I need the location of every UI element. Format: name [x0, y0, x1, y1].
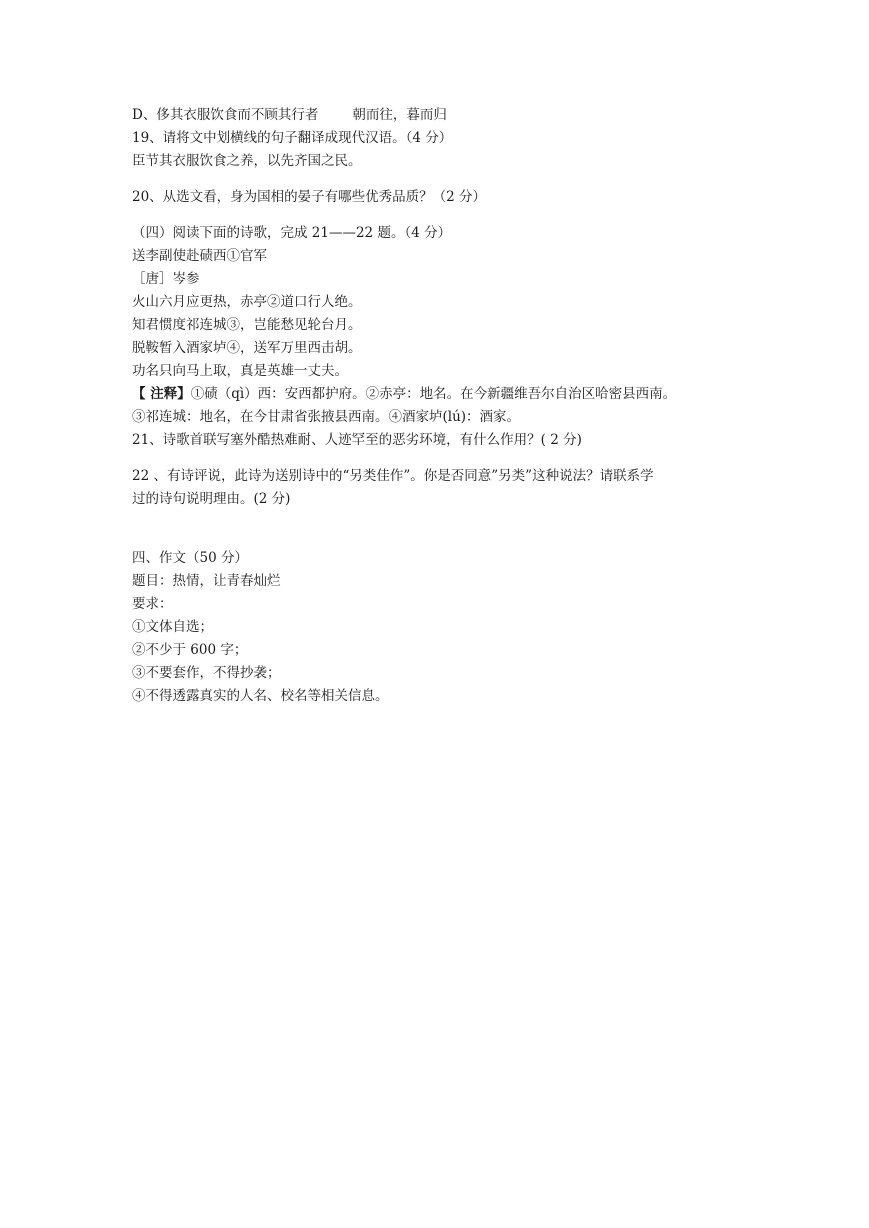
poem-line: 知君惯度祁连城③，岂能愁见轮台月。 — [132, 317, 362, 333]
essay-topic: 题目：热情，让青春灿烂 — [132, 573, 281, 589]
blank-space — [132, 452, 752, 465]
note-label: 【 注释】 — [132, 386, 191, 402]
q22-prompt-line1: 22 、有诗评说，此诗为送别诗中的“另类佳作”。你是否同意”另类”这种说法？请联系学 — [132, 468, 654, 484]
essay-requirement: ②不少于 600 字； — [132, 642, 248, 658]
q19-sentence: 臣节其衣服饮食之养，以先齐国之民。 — [132, 153, 362, 169]
poem-line: 火山六月应更热，赤亭②道口行人绝。 — [132, 294, 362, 310]
q18-option-d — [132, 104, 752, 127]
q18-option-d-left: D、侈其衣服饮食而不顾其行者 — [132, 107, 319, 123]
essay-heading: 四、作文（50 分） — [132, 550, 248, 566]
q22-prompt-line2: 过的诗句说明理由。(2 分) — [132, 491, 291, 507]
q21-prompt: 21、诗歌首联写塞外酷热难耐、人迹罕至的恶劣环境，有什么作用？( 2 分) — [132, 432, 582, 448]
q18-option-d-right: 朝而往，暮而归 — [352, 107, 447, 123]
note-text: ①碛（qì）西：安西都护府。②赤亭：地名。在今新疆维吾尔自治区哈密县西南。 — [190, 386, 677, 402]
poem-line: 脱鞍暂入酒家垆④，送军万里西击胡。 — [132, 340, 362, 356]
poem-title: 送李副使赴碛西①官军 — [132, 248, 267, 264]
blank-space — [132, 511, 752, 547]
blank-space — [132, 209, 752, 222]
essay-requirements-label: 要求： — [132, 596, 173, 612]
poem-note-line1 — [132, 383, 752, 406]
section4-heading: （四）阅读下面的诗歌，完成 21——22 题。（4 分） — [132, 225, 452, 241]
exam-page — [132, 104, 752, 708]
essay-requirement: ③不要套作，不得抄袭； — [132, 665, 281, 681]
q20-prompt: 20、从选文看，身为国相的晏子有哪些优秀品质？（2 分） — [132, 189, 487, 205]
poem-author: ［唐］岑参 — [132, 271, 200, 287]
poem-note-line2: ③祁连城：地名，在今甘肃省张掖县西南。④酒家垆(lú)：酒家。 — [132, 409, 521, 425]
poem-line: 功名只向马上取，真是英雄一丈夫。 — [132, 363, 348, 379]
essay-requirement: ④不得透露真实的人名、校名等相关信息。 — [132, 688, 389, 704]
q19-prompt: 19、请将文中划横线的句子翻译成现代汉语。（4 分） — [132, 130, 453, 146]
essay-requirement: ①文体自选； — [132, 619, 213, 635]
blank-space — [132, 173, 752, 186]
